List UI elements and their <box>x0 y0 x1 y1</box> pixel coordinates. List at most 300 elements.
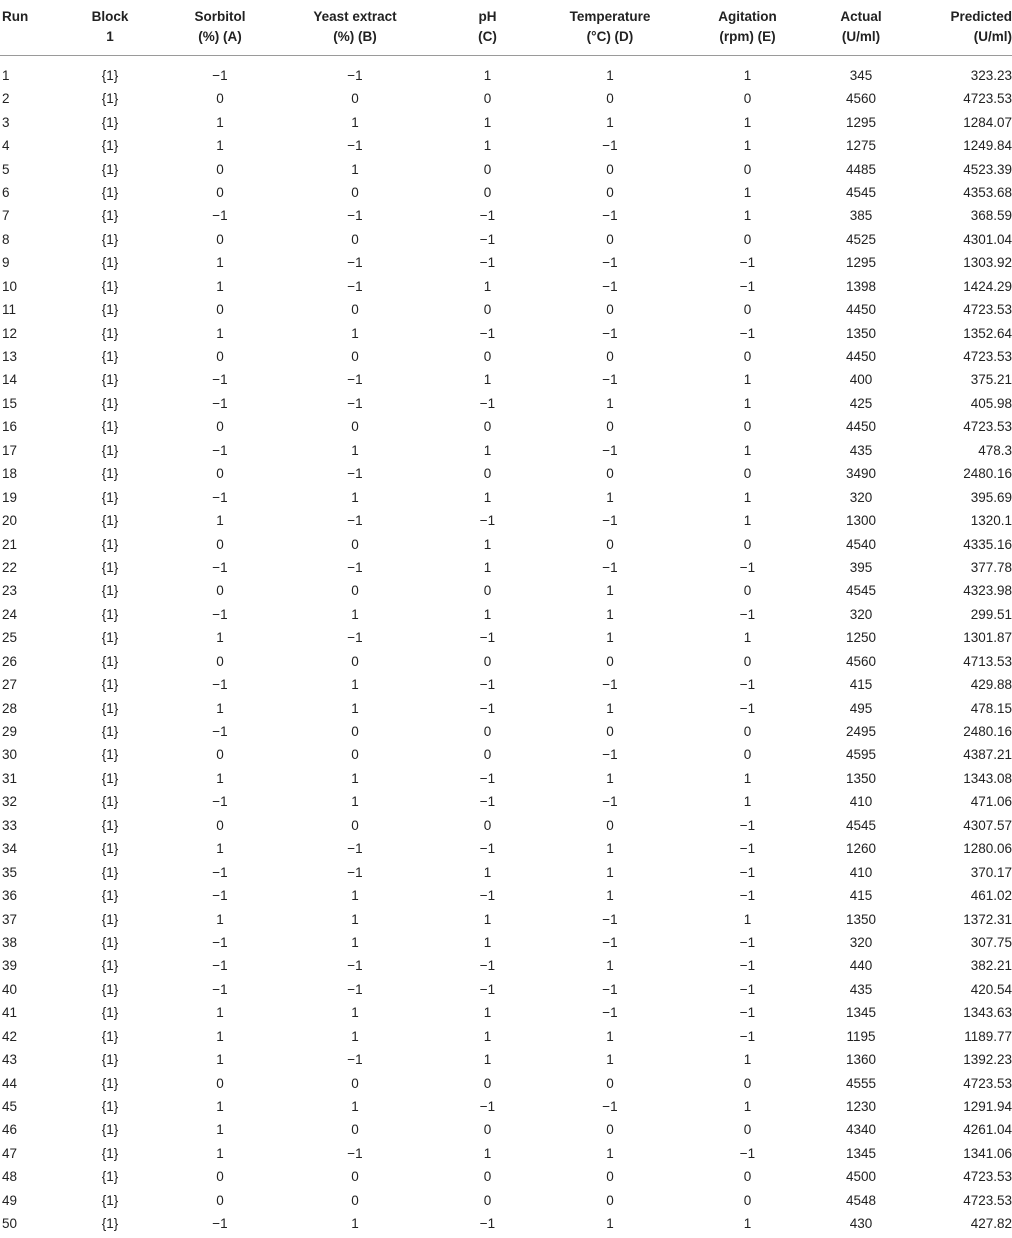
table-row <box>0 134 1012 157</box>
cell-ph: −1 <box>479 1099 496 1115</box>
cell-actual: 320 <box>849 606 873 622</box>
cell-actual: 4555 <box>845 1075 877 1091</box>
table-body <box>0 56 1012 1236</box>
cell-temperature: 1 <box>606 864 614 880</box>
table-row <box>0 767 1012 790</box>
cell-sorbitol: −1 <box>212 208 228 224</box>
cell-predicted: 4723.53 <box>963 302 1012 318</box>
table-row <box>0 251 1012 274</box>
header-predicted <box>902 0 1012 56</box>
cell-ph: 1 <box>483 1052 492 1068</box>
cell-predicted: 1392.23 <box>963 1052 1012 1068</box>
cell-actual: 4525 <box>845 231 877 247</box>
cell-actual: 1398 <box>845 278 877 294</box>
cell-yeast-extract: 1 <box>351 114 359 130</box>
header-yeast-extract-line1: Yeast extract <box>313 9 397 24</box>
cell-temperature: 1 <box>606 888 614 904</box>
cell-ph: 1 <box>483 278 492 294</box>
cell-yeast-extract: 1 <box>351 489 359 505</box>
cell-temperature: 0 <box>606 161 614 177</box>
cell-agitation: 1 <box>743 138 752 154</box>
header-sorbitol <box>160 0 280 56</box>
cell-agitation: 1 <box>743 1099 752 1115</box>
cell-sorbitol: −1 <box>212 934 228 950</box>
cell-run: 15 <box>2 395 18 411</box>
cell-sorbitol: 0 <box>216 536 224 552</box>
cell-temperature: 0 <box>606 302 614 318</box>
header-predicted-line2: (U/ml) <box>973 29 1012 44</box>
cell-sorbitol: 0 <box>216 1169 224 1185</box>
cell-sorbitol: 1 <box>216 1052 224 1068</box>
cell-predicted: 1303.92 <box>963 255 1012 271</box>
cell-agitation: −1 <box>739 817 756 833</box>
cell-actual: 1260 <box>845 841 877 857</box>
cell-ph: −1 <box>479 231 496 247</box>
cell-yeast-extract: 0 <box>351 724 359 740</box>
cell-sorbitol: −1 <box>212 68 228 83</box>
cell-sorbitol: 0 <box>216 1075 224 1091</box>
cell-ph: 1 <box>483 606 492 622</box>
table-row <box>0 532 1012 555</box>
table-row <box>0 1212 1012 1235</box>
cell-run: 14 <box>2 372 18 388</box>
cell-ph: 0 <box>483 1192 492 1208</box>
cell-sorbitol: 1 <box>216 1099 224 1115</box>
cell-actual: 320 <box>849 489 873 505</box>
cell-agitation: 0 <box>743 466 752 482</box>
cell-yeast-extract: 0 <box>351 1122 359 1138</box>
cell-temperature: 0 <box>606 466 614 482</box>
cell-block: {1} <box>101 1145 119 1161</box>
cell-actual: 1230 <box>845 1099 877 1115</box>
header-run-line1: Run <box>2 9 29 24</box>
cell-ph: 0 <box>483 302 492 318</box>
cell-temperature: 0 <box>606 653 614 669</box>
cell-agitation: −1 <box>739 700 756 716</box>
table-row <box>0 1095 1012 1118</box>
cell-predicted: 1341.06 <box>963 1145 1012 1161</box>
cell-actual: 4450 <box>845 419 877 435</box>
cell-actual: 1345 <box>845 1145 877 1161</box>
cell-actual: 2495 <box>845 724 877 740</box>
cell-predicted: 4723.53 <box>963 91 1012 107</box>
header-block-line1: Block <box>91 9 129 24</box>
cell-actual: 4545 <box>845 184 877 200</box>
cell-temperature: 0 <box>606 1122 614 1138</box>
cell-sorbitol: 0 <box>216 466 224 482</box>
cell-actual: 430 <box>849 1216 873 1232</box>
cell-sorbitol: 0 <box>216 583 224 599</box>
cell-agitation: 1 <box>743 395 752 411</box>
cell-run: 9 <box>2 255 10 271</box>
cell-run: 23 <box>2 583 18 599</box>
cell-ph: 1 <box>483 864 492 880</box>
cell-actual: 1195 <box>846 1028 876 1044</box>
cell-temperature: −1 <box>602 559 618 575</box>
cell-actual: 4595 <box>845 747 877 763</box>
cell-predicted: 4387.21 <box>963 747 1012 763</box>
cell-agitation: 0 <box>743 349 752 365</box>
cell-agitation: 0 <box>743 1192 752 1208</box>
cell-block: {1} <box>101 184 119 200</box>
cell-predicted: 4307.57 <box>963 817 1012 833</box>
table-row <box>0 157 1012 180</box>
cell-yeast-extract: −1 <box>347 208 363 224</box>
cell-temperature: 0 <box>606 419 614 435</box>
cell-block: {1} <box>101 466 119 482</box>
cell-block: {1} <box>101 1075 119 1091</box>
cell-yeast-extract: 0 <box>351 1192 359 1208</box>
cell-ph: 1 <box>483 559 492 575</box>
cell-yeast-extract: 1 <box>351 700 359 716</box>
cell-yeast-extract: 1 <box>351 1216 359 1232</box>
cell-run: 7 <box>2 208 10 224</box>
cell-run: 26 <box>2 653 18 669</box>
cell-sorbitol: 1 <box>216 841 224 857</box>
cell-run: 47 <box>2 1145 18 1161</box>
cell-ph: 0 <box>483 161 492 177</box>
cell-sorbitol: 0 <box>216 419 224 435</box>
cell-yeast-extract: −1 <box>347 1052 363 1068</box>
cell-yeast-extract: −1 <box>347 864 363 880</box>
cell-predicted: 377.78 <box>970 559 1012 575</box>
cell-yeast-extract: 0 <box>351 583 359 599</box>
cell-predicted: 382.21 <box>970 958 1012 974</box>
table-row <box>0 204 1012 227</box>
table-row <box>0 110 1012 133</box>
cell-yeast-extract: 1 <box>351 934 359 950</box>
cell-ph: 1 <box>483 372 492 388</box>
cell-yeast-extract: 1 <box>351 794 359 810</box>
cell-temperature: 1 <box>606 489 614 505</box>
cell-block: {1} <box>101 653 119 669</box>
cell-actual: 320 <box>849 934 873 950</box>
cell-predicted: 4301.04 <box>963 231 1012 247</box>
cell-temperature: 0 <box>606 1192 614 1208</box>
cell-actual: 4340 <box>845 1122 877 1138</box>
cell-run: 50 <box>2 1216 18 1232</box>
cell-block: {1} <box>101 817 119 833</box>
cell-temperature: −1 <box>602 677 618 693</box>
cell-predicted: 4723.53 <box>963 349 1012 365</box>
table-row <box>0 884 1012 907</box>
cell-ph: 1 <box>483 489 492 505</box>
cell-yeast-extract: 0 <box>351 536 359 552</box>
cell-sorbitol: 1 <box>216 770 224 786</box>
cell-block: {1} <box>101 325 119 341</box>
cell-predicted: 1280.06 <box>963 841 1012 857</box>
cell-agitation: −1 <box>739 325 756 341</box>
cell-agitation: 1 <box>743 911 752 927</box>
cell-sorbitol: −1 <box>212 489 228 505</box>
cell-sorbitol: −1 <box>212 606 228 622</box>
cell-block: {1} <box>101 794 119 810</box>
cell-ph: −1 <box>479 770 496 786</box>
cell-agitation: 1 <box>743 184 752 200</box>
table-row <box>0 1025 1012 1048</box>
cell-run: 16 <box>2 419 18 435</box>
cell-ph: 1 <box>483 68 492 83</box>
cell-ph: −1 <box>479 841 496 857</box>
table-row <box>0 907 1012 930</box>
cell-ph: 1 <box>483 138 492 154</box>
cell-predicted: 1189.77 <box>964 1028 1012 1044</box>
cell-block: {1} <box>101 1216 119 1232</box>
cell-block: {1} <box>101 724 119 740</box>
cell-run: 28 <box>2 700 18 716</box>
table-row <box>0 87 1012 110</box>
cell-predicted: 4261.04 <box>963 1122 1012 1138</box>
cell-agitation: −1 <box>739 278 756 294</box>
header-agitation <box>675 0 820 56</box>
cell-actual: 410 <box>849 794 873 810</box>
cell-sorbitol: 1 <box>216 278 224 294</box>
cell-run: 13 <box>2 349 18 365</box>
cell-agitation: 1 <box>743 770 752 786</box>
cell-block: {1} <box>101 231 119 247</box>
table-row <box>0 321 1012 344</box>
cell-run: 19 <box>2 489 18 505</box>
cell-predicted: 1372.31 <box>963 911 1012 927</box>
cell-temperature: 1 <box>606 630 614 646</box>
cell-agitation: −1 <box>739 864 756 880</box>
cell-predicted: 1343.63 <box>963 1005 1012 1021</box>
table-row <box>0 556 1012 579</box>
cell-agitation: 1 <box>743 513 752 529</box>
cell-block: {1} <box>101 1052 119 1068</box>
cell-actual: 4485 <box>845 161 877 177</box>
cell-block: {1} <box>101 583 119 599</box>
cell-temperature: 0 <box>606 536 614 552</box>
cell-ph: 1 <box>483 911 492 927</box>
header-temperature <box>545 0 675 56</box>
cell-run: 2 <box>2 91 10 107</box>
cell-sorbitol: 0 <box>216 231 224 247</box>
table-row <box>0 650 1012 673</box>
cell-block: {1} <box>101 1192 119 1208</box>
cell-yeast-extract: 0 <box>351 349 359 365</box>
cell-sorbitol: 1 <box>216 325 224 341</box>
cell-block: {1} <box>101 161 119 177</box>
cell-yeast-extract: 1 <box>351 442 359 458</box>
cell-ph: 0 <box>483 466 492 482</box>
cell-agitation: 0 <box>743 1169 752 1185</box>
cell-predicted: 405.98 <box>970 395 1012 411</box>
cell-actual: 385 <box>849 208 873 224</box>
cell-ph: 0 <box>483 724 492 740</box>
cell-sorbitol: 1 <box>216 630 224 646</box>
table-row <box>0 485 1012 508</box>
cell-temperature: 0 <box>606 91 614 107</box>
cell-temperature: −1 <box>602 372 618 388</box>
cell-actual: 1360 <box>845 1052 877 1068</box>
cell-predicted: 1291.94 <box>963 1099 1012 1115</box>
cell-sorbitol: 1 <box>216 1028 224 1044</box>
cell-yeast-extract: 0 <box>351 817 359 833</box>
cell-block: {1} <box>101 981 119 997</box>
cell-actual: 435 <box>849 981 873 997</box>
cell-sorbitol: 1 <box>216 1122 224 1138</box>
cell-sorbitol: 0 <box>216 349 224 365</box>
cell-agitation: 0 <box>743 161 752 177</box>
cell-actual: 1295 <box>845 114 877 130</box>
cell-ph: 0 <box>483 419 492 435</box>
cell-agitation: 1 <box>743 630 752 646</box>
table-row <box>0 415 1012 438</box>
cell-run: 22 <box>2 559 18 575</box>
cell-block: {1} <box>101 419 119 435</box>
cell-ph: 1 <box>483 1145 492 1161</box>
cell-yeast-extract: −1 <box>347 138 363 154</box>
table-row <box>0 931 1012 954</box>
cell-temperature: 1 <box>606 606 614 622</box>
cell-agitation: 1 <box>743 489 752 505</box>
cell-temperature: 0 <box>606 349 614 365</box>
cell-ph: −1 <box>479 981 496 997</box>
cell-sorbitol: 1 <box>216 114 224 130</box>
cell-ph: −1 <box>479 208 496 224</box>
cell-block: {1} <box>101 278 119 294</box>
cell-sorbitol: −1 <box>212 794 228 810</box>
cell-block: {1} <box>101 606 119 622</box>
cell-ph: −1 <box>479 888 496 904</box>
cell-agitation: 1 <box>743 68 752 83</box>
header-temperature-line2: (°C) (D) <box>586 29 634 44</box>
header-yeast-extract-line2: (%) (B) <box>333 29 377 44</box>
cell-yeast-extract: 0 <box>351 1075 359 1091</box>
cell-run: 10 <box>2 278 18 294</box>
cell-run: 40 <box>2 981 18 997</box>
cell-agitation: 0 <box>743 747 752 763</box>
cell-run: 42 <box>2 1028 18 1044</box>
cell-actual: 440 <box>849 958 873 974</box>
cell-agitation: 0 <box>743 583 752 599</box>
cell-sorbitol: 0 <box>216 91 224 107</box>
cell-temperature: −1 <box>602 911 618 927</box>
table-row <box>0 1118 1012 1141</box>
cell-run: 4 <box>2 138 10 154</box>
cell-agitation: −1 <box>739 1145 756 1161</box>
cell-run: 6 <box>2 184 10 200</box>
cell-temperature: 0 <box>606 724 614 740</box>
cell-agitation: 0 <box>743 653 752 669</box>
cell-yeast-extract: −1 <box>347 958 363 974</box>
cell-run: 17 <box>2 442 18 458</box>
cell-agitation: −1 <box>739 677 756 693</box>
cell-agitation: 1 <box>743 1052 752 1068</box>
header-predicted-line1: Predicted <box>950 9 1012 24</box>
cell-run: 48 <box>2 1169 18 1185</box>
cell-sorbitol: −1 <box>212 559 228 575</box>
cell-block: {1} <box>101 349 119 365</box>
cell-actual: 1350 <box>845 770 877 786</box>
cell-run: 8 <box>2 231 10 247</box>
cell-sorbitol: −1 <box>212 1216 228 1232</box>
cell-ph: 0 <box>483 1122 492 1138</box>
cell-block: {1} <box>101 630 119 646</box>
cell-actual: 415 <box>849 888 873 904</box>
cell-agitation: −1 <box>739 958 756 974</box>
cell-yeast-extract: −1 <box>347 630 363 646</box>
cell-run: 31 <box>2 770 18 786</box>
header-agitation-line1: Agitation <box>718 9 777 24</box>
cell-block: {1} <box>101 1099 119 1115</box>
cell-predicted: 4723.53 <box>963 1075 1012 1091</box>
cell-predicted: 1352.64 <box>963 325 1012 341</box>
cell-actual: 410 <box>849 864 873 880</box>
cell-agitation: −1 <box>739 934 756 950</box>
cell-predicted: 370.17 <box>970 864 1012 880</box>
cell-actual: 4545 <box>845 583 877 599</box>
cell-predicted: 4523.39 <box>963 161 1012 177</box>
cell-ph: 0 <box>483 817 492 833</box>
cell-temperature: −1 <box>602 255 618 271</box>
header-block <box>60 0 160 56</box>
cell-temperature: 1 <box>606 958 614 974</box>
cell-ph: −1 <box>479 325 496 341</box>
cell-actual: 1345 <box>845 1005 877 1021</box>
cell-block: {1} <box>101 841 119 857</box>
cell-run: 38 <box>2 934 18 950</box>
cell-actual: 435 <box>849 442 873 458</box>
cell-predicted: 4723.53 <box>963 419 1012 435</box>
cell-actual: 4548 <box>845 1192 877 1208</box>
cell-sorbitol: 1 <box>216 700 224 716</box>
cell-predicted: 1301.87 <box>963 630 1012 646</box>
cell-run: 36 <box>2 888 18 904</box>
cell-block: {1} <box>101 302 119 318</box>
cell-actual: 4560 <box>845 91 877 107</box>
table-row <box>0 1165 1012 1188</box>
cell-temperature: −1 <box>602 1099 618 1115</box>
cell-yeast-extract: −1 <box>347 466 363 482</box>
cell-sorbitol: 0 <box>216 184 224 200</box>
cell-ph: 0 <box>483 747 492 763</box>
cell-sorbitol: 0 <box>216 653 224 669</box>
table-row <box>0 673 1012 696</box>
header-yeast-extract <box>280 0 430 56</box>
header-sorbitol-line2: (%) (A) <box>198 29 242 44</box>
cell-predicted: 478.3 <box>978 442 1012 458</box>
cell-run: 21 <box>2 536 18 552</box>
table-row <box>0 392 1012 415</box>
cell-yeast-extract: −1 <box>347 278 363 294</box>
cell-block: {1} <box>101 864 119 880</box>
cell-agitation: −1 <box>739 841 756 857</box>
cell-agitation: −1 <box>739 981 756 997</box>
cell-predicted: 4713.53 <box>963 653 1012 669</box>
cell-run: 11 <box>2 302 17 318</box>
header-row <box>0 0 1012 56</box>
cell-temperature: 1 <box>606 1145 614 1161</box>
cell-predicted: 307.75 <box>970 934 1012 950</box>
cell-sorbitol: 1 <box>216 1005 224 1021</box>
cell-block: {1} <box>101 442 119 458</box>
table-row <box>0 1001 1012 1024</box>
table-row <box>0 626 1012 649</box>
cell-actual: 1250 <box>845 630 877 646</box>
cell-yeast-extract: 1 <box>351 606 359 622</box>
cell-yeast-extract: 0 <box>351 302 359 318</box>
cell-yeast-extract: 0 <box>351 91 359 107</box>
cell-run: 20 <box>2 513 18 529</box>
cell-yeast-extract: −1 <box>347 68 363 83</box>
cell-actual: 3490 <box>845 466 877 482</box>
table-row <box>0 368 1012 391</box>
cell-agitation: 0 <box>743 1122 752 1138</box>
cell-predicted: 1249.84 <box>963 138 1012 154</box>
cell-sorbitol: −1 <box>212 958 228 974</box>
